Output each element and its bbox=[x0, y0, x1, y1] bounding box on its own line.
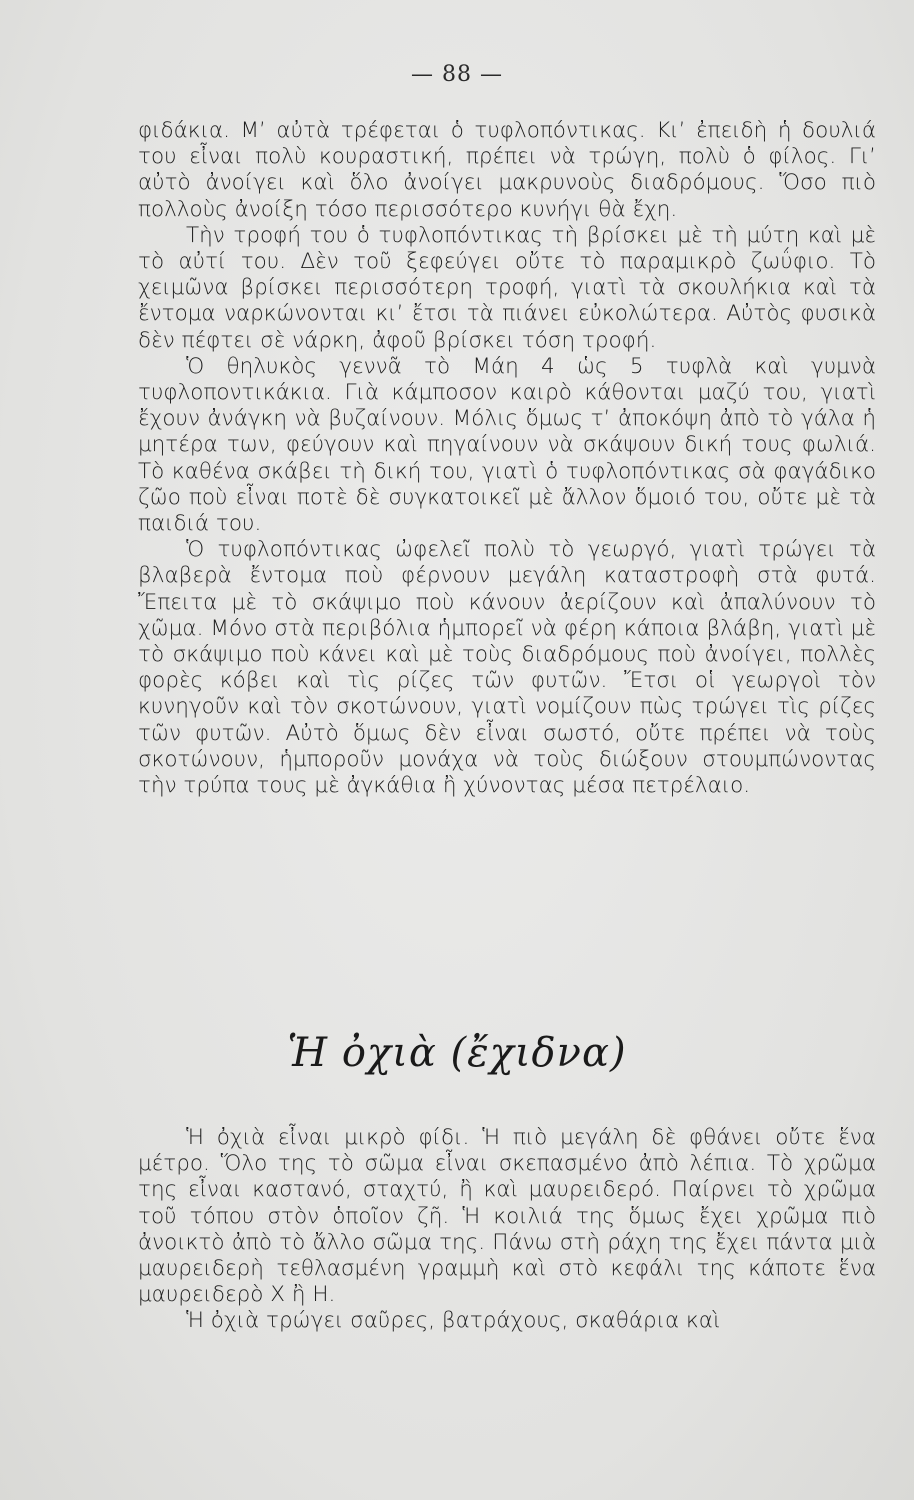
paragraph: Ὁ θηλυκὸς γεννᾶ τὸ Μάη 4 ὡς 5 τυφλὰ καὶ γυμνὰ τυφλοποντικάκια. Γιὰ κάμποσον καιρὸ κάθονται μαζύ του, γιατὶ ἔχουν ἀνάγκη νὰ βυζαίνουν. Μόλις ὅμως τ’ ἀποκόψη ἀπὸ τὸ γάλα ἡ μητέρα των, φεύγουν καὶ πηγαίνουν νὰ σκάψουν δική τους φωλιά. Τὸ καθένα σκάβει τὴ δική του, γιατὶ ὁ τυφλοπόντικας σὰ φαγάδικο ζῶο ποὺ εἶναι ποτὲ δὲ συγκατοικεῖ μὲ ἄλλον ὅμοιό του, οὔτε μὲ τὰ παιδιά του. bbox=[138, 353, 876, 537]
paragraph: Ἡ ὀχιὰ εἶναι μικρὸ φίδι. Ἡ πιὸ μεγάλη δὲ φθάνει οὔτε ἕνα μέτρο. Ὅλο της τὸ σῶμα εἶναι σκεπασμένο ἀπὸ λέπια. Τὸ χρῶμα της εἶναι καστανό, σταχτύ, ἢ καὶ μαυρειδερό. Παίρνει τὸ χρῶμα τοῦ τόπου στὸν ὁποῖον ζῆ. Ἡ κοιλιά της ὅμως ἔχει χρῶμα πιὸ ἀνοικτὸ ἀπὸ τὸ ἄλλο σῶμα της. Πάνω στὴ ράχη της ἔχει πάντα μιὰ μαυρειδερὴ τεθλασμένη γραμμὴ καὶ στὸ κεφάλι της κάποτε ἕνα μαυρειδερὸ Χ ἢ Η. bbox=[138, 1125, 876, 1308]
paragraph: Ὁ τυφλοπόντικας ὠφελεῖ πολὺ τὸ γεωργό, γιατὶ τρώγει τὰ βλαβερὰ ἔντομα ποὺ φέρνουν μεγάλη καταστροφὴ στὰ φυτά. Ἔπειτα μὲ τὸ σκάψιμο ποὺ κάνουν ἀερίζουν καὶ ἀπαλύνουν τὸ χῶμα. Μόνο στὰ περιβόλια ἡμπορεῖ νὰ φέρη κάποια βλάβη, γιατὶ μὲ τὸ σκάψιμο ποὺ κάνει καὶ μὲ τοὺς διαδρόμους ποὺ ἀνοίγει, πολλὲς φορὲς κόβει καὶ τὶς ρίζες τῶν φυτῶν. Ἔτσι οἱ γεωργοὶ τὸν κυνηγοῦν καὶ τὸν σκοτώνουν, γιατὶ νομίζουν πὼς τρώγει τὶς ρίζες τῶν φυτῶν. Αὐτὸ ὅμως δὲν εἶναι σωστό, οὔτε πρέπει νὰ τοὺς σκοτώνουν, ἡμποροῦν μονάχα νὰ τοὺς διώξουν στουμπώνοντας τὴν τρύπα τους μὲ ἀγκάθια ἢ χύνοντας μέσα πετρέλαιο. bbox=[138, 537, 876, 799]
mole-section-text bbox=[138, 118, 876, 799]
paragraph: Τὴν τροφή του ὁ τυφλοπόντικας τὴ βρίσκει μὲ τὴ μύτη καὶ μὲ τὸ αὐτί του. Δὲν τοῦ ξεφεύγει οὔτε τὸ παραμικρὸ ζωΰφιο. Τὸ χειμῶνα βρίσκει περισσότερη τροφή, γιατὶ τὰ σκουλήκια καὶ τὰ ἔντομα ναρκώνονται κι’ ἔτσι τὰ πιάνει εὐκολώτερα. Αὐτὸς φυσικὰ δὲν πέφτει σὲ νάρκη, ἀφοῦ βρίσκει τόση τροφή. bbox=[138, 222, 876, 353]
viper-section-text bbox=[138, 1125, 876, 1335]
paragraph: Ἡ ὀχιὰ τρώγει σαῦρες, βατράχους, σκαθάρια καὶ bbox=[186, 1308, 721, 1334]
section-title: Ἡ ὀχιὰ (ἔχιδνα) bbox=[287, 1030, 627, 1076]
paragraph: φιδάκια. Μ’ αὐτὰ τρέφεται ὁ τυφλοπόντικας. Κι’ ἐπειδὴ ἡ δουλιά του εἶναι πολὺ κουραστική, πρέπει νὰ τρώγη, πολὺ ὁ φίλος. Γι’ αὐτὸ ἀνοίγει καὶ ὅλο ἀνοίγει μακρυνοὺς διαδρόμους. Ὅσο πιὸ πολλοὺς ἀνοίξη τόσο περισσότερο κυνήγι θὰ ἔχη. bbox=[138, 118, 876, 222]
page-number: — 88 — bbox=[411, 62, 503, 87]
